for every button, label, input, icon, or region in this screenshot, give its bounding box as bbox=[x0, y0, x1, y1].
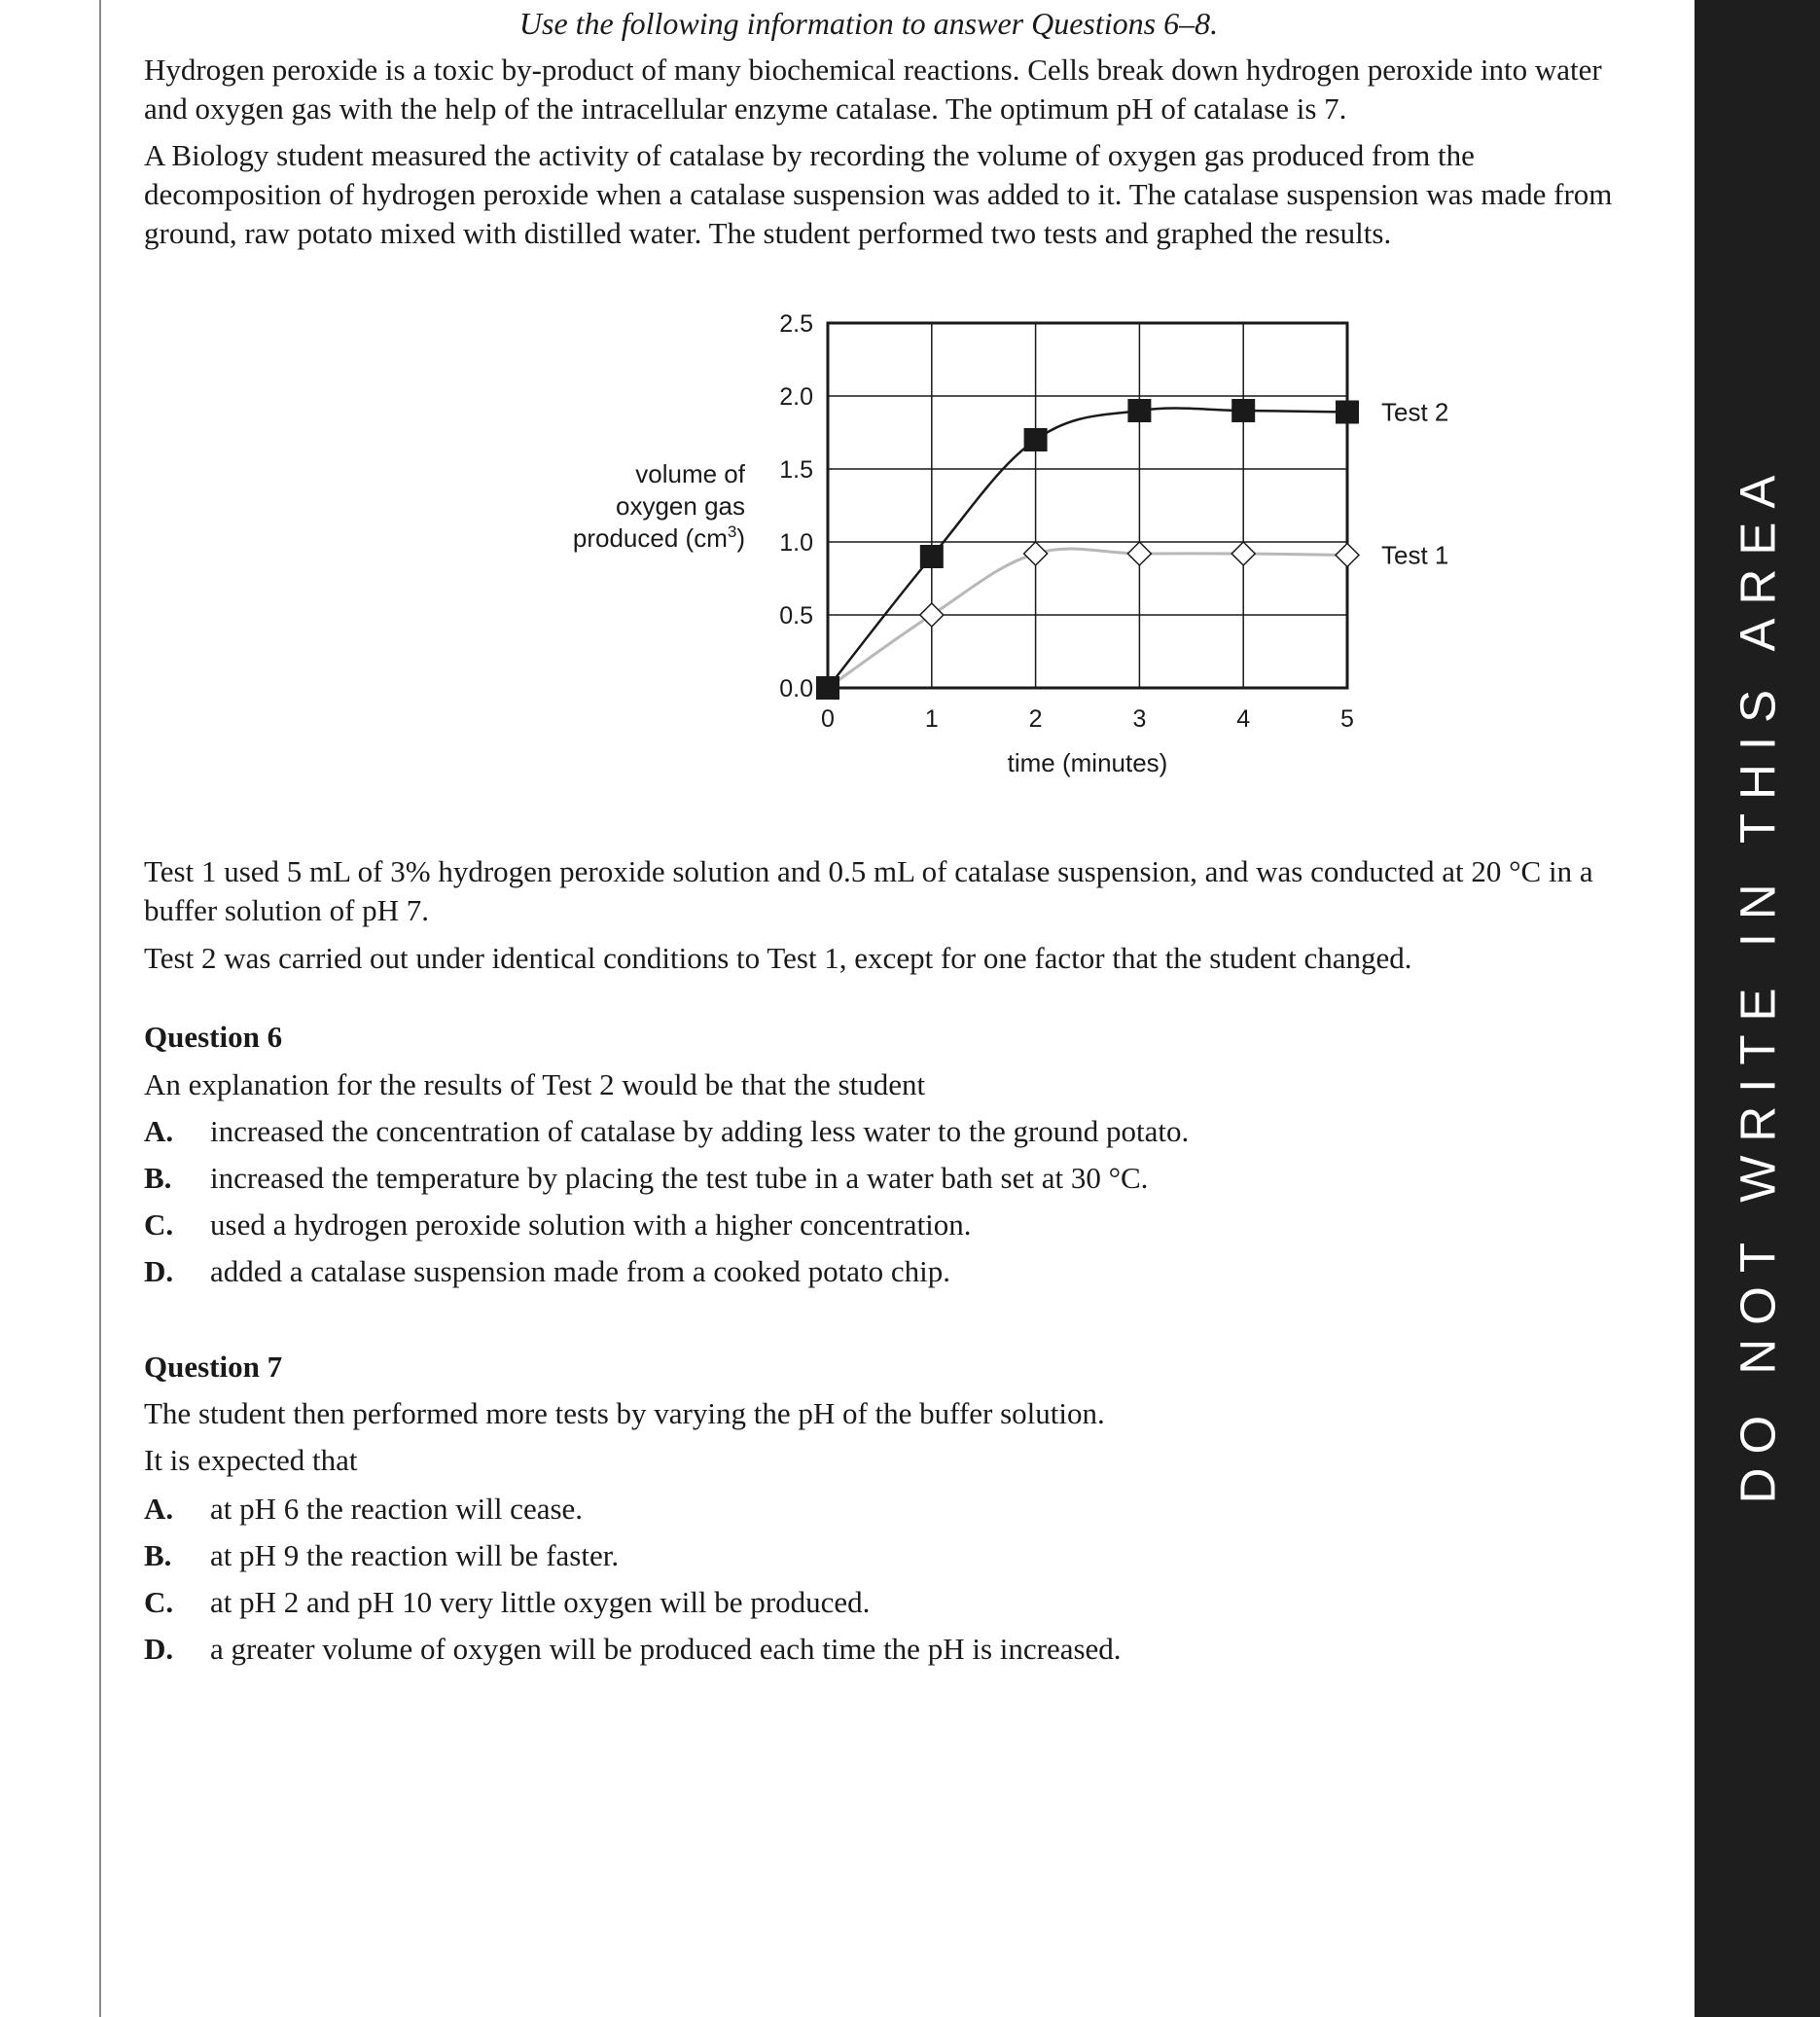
option-d[interactable] bbox=[144, 1252, 1603, 1299]
data-point bbox=[920, 603, 944, 627]
y-tick-label: 0.5 bbox=[779, 602, 813, 630]
question-7-stem: The student then performed more tests by varying the pH of the buffer solution. bbox=[144, 1396, 1105, 1430]
y-tick-label: 2.5 bbox=[779, 310, 813, 338]
option-text: used a hydrogen peroxide solution with a higher concentration. bbox=[210, 1207, 972, 1242]
option-letter: C. bbox=[144, 1585, 174, 1619]
left-margin-rule bbox=[99, 0, 101, 2017]
option-c[interactable] bbox=[144, 1583, 1603, 1630]
data-point bbox=[1024, 428, 1048, 451]
option-text: at pH 6 the reaction will cease. bbox=[210, 1492, 584, 1526]
data-point bbox=[1024, 542, 1048, 565]
option-letter: B. bbox=[144, 1538, 172, 1572]
paragraph: Test 1 used 5 mL of 3% hydrogen peroxide solution and 0.5 mL of catalase suspension, and was conducted at 20 °C in a buffer solution of pH 7. bbox=[144, 854, 1593, 927]
paragraph: A Biology student measured the activity of catalase by recording the volume of oxygen gas produced from the decomposition of hydrogen peroxide when a catalase suspension was added to it. The catalase suspension was made from ground, raw potato mixed with distilled water. The student performed two tests and graphed the results. bbox=[144, 138, 1613, 250]
series-label: Test 2 bbox=[1381, 397, 1449, 427]
option-text: a greater volume of oxygen will be produced each time the pH is increased. bbox=[210, 1632, 1122, 1666]
paragraph: Hydrogen peroxide is a toxic by-product of many biochemical reactions. Cells break down hydrogen peroxide into water and oxygen gas with the help of the intracellular enzyme catalase. The optimum pH of catalase is 7. bbox=[144, 53, 1602, 126]
data-point bbox=[1231, 542, 1255, 565]
y-axis-label: volume of bbox=[635, 459, 745, 488]
question-7-options bbox=[144, 1490, 1603, 1676]
option-text: added a catalase suspension made from a cooked potato chip. bbox=[210, 1254, 950, 1288]
data-point bbox=[1336, 544, 1359, 567]
oxygen-volume-chart bbox=[533, 292, 1506, 798]
chart-series bbox=[816, 399, 1359, 700]
intro-instruction: Use the following information to answer Questions 6–8. bbox=[518, 6, 1219, 41]
option-text: increased the concentration of catalase by adding less water to the ground potato. bbox=[210, 1114, 1190, 1148]
option-letter: A. bbox=[144, 1114, 174, 1148]
margin-notice: DO NOT WRITE IN THIS AREA bbox=[1730, 461, 1785, 1504]
option-a[interactable] bbox=[144, 1490, 1603, 1536]
series-line bbox=[828, 549, 1347, 688]
chart-ticks bbox=[779, 310, 1354, 733]
option-text: at pH 2 and pH 10 very little oxygen will be produced. bbox=[210, 1585, 871, 1619]
x-tick-label: 0 bbox=[821, 705, 835, 733]
x-tick-label: 3 bbox=[1132, 705, 1147, 733]
option-letter: D. bbox=[144, 1632, 174, 1666]
x-tick-label: 4 bbox=[1236, 705, 1251, 733]
option-d[interactable] bbox=[144, 1630, 1603, 1676]
option-b[interactable] bbox=[144, 1536, 1603, 1583]
x-tick-label: 5 bbox=[1340, 705, 1354, 733]
data-point bbox=[1336, 401, 1359, 424]
y-tick-label: 2.0 bbox=[779, 383, 813, 411]
question-7-title: Question 7 bbox=[144, 1350, 283, 1384]
question-6-title: Question 6 bbox=[144, 1020, 283, 1054]
option-letter: D. bbox=[144, 1254, 174, 1288]
y-tick-label: 0.0 bbox=[779, 675, 813, 702]
data-point bbox=[1231, 399, 1255, 422]
series-label: Test 1 bbox=[1381, 540, 1449, 570]
data-point bbox=[1127, 542, 1151, 565]
y-tick-label: 1.5 bbox=[779, 456, 813, 484]
x-tick-label: 1 bbox=[924, 705, 939, 733]
y-axis-label: produced $(cm^3)$ bbox=[572, 522, 745, 553]
question-6-stem: An explanation for the results of Test 2 would be that the student bbox=[144, 1067, 926, 1101]
data-point bbox=[920, 545, 944, 568]
margin-bar bbox=[1695, 0, 1820, 2017]
series-line bbox=[828, 409, 1347, 688]
data-point bbox=[1127, 399, 1151, 422]
option-letter: B. bbox=[144, 1161, 172, 1195]
x-tick-label: 2 bbox=[1028, 705, 1043, 733]
x-axis-label: time (minutes) bbox=[1007, 748, 1168, 777]
paragraph: Test 2 was carried out under identical conditions to Test 1, except for one factor that the student changed. bbox=[144, 941, 1412, 975]
option-text: at pH 9 the reaction will be faster. bbox=[210, 1538, 620, 1572]
data-point bbox=[816, 676, 839, 700]
option-b[interactable] bbox=[144, 1159, 1603, 1206]
question-7-stem: It is expected that bbox=[144, 1443, 358, 1477]
chart-labels bbox=[573, 398, 1448, 778]
y-axis-label: oxygen gas bbox=[616, 491, 745, 521]
option-c[interactable] bbox=[144, 1206, 1603, 1252]
option-text: increased the temperature by placing the test tube in a water bath set at 30 °C. bbox=[210, 1161, 1149, 1195]
option-a[interactable] bbox=[144, 1112, 1603, 1159]
option-letter: C. bbox=[144, 1207, 174, 1242]
question-6-options bbox=[144, 1112, 1603, 1299]
option-letter: A. bbox=[144, 1492, 174, 1526]
y-tick-label: 1.0 bbox=[779, 529, 813, 557]
